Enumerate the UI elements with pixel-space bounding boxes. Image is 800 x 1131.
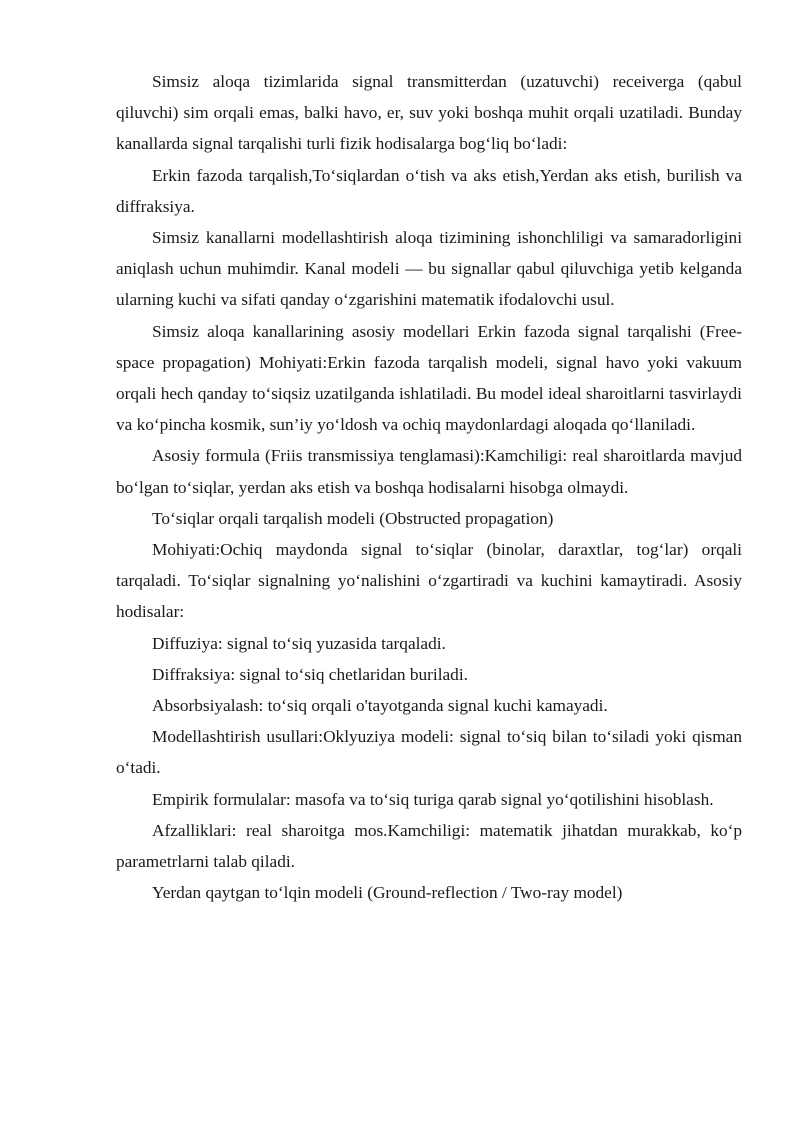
paragraph-intro: Simsiz aloqa tizimlarida signal transmitterdan (uzatuvchi) receiverga (qabul qiluvchi) sim orqali emas, balki havo, er, suv yoki boshqa muhit orqali uzatiladi. Bunday kanallarda signal tarqalishi turli fizik hodisalarga bog‘liq bo‘ladi:	[116, 72, 742, 154]
paragraph-friis: Asosiy formula (Friis transmissiya tenglamasi):Kamchiligi: real sharoitlarda mavjud bo‘lgan to‘siqlar, yerdan aks etish va boshqa hodisalarni hisobga olmaydi.	[116, 446, 742, 497]
paragraph-absorption: Absorbsiyalash: to‘siq orqali o'tayotganda signal kuchi kamayadi.	[152, 696, 608, 716]
paragraph-advantages: Afzalliklari: real sharoitga mos.Kamchiligi: matematik jihatdan murakkab, ko‘p parametrlarni talab qiladi.	[116, 820, 742, 872]
paragraph-methods: Modellashtirish usullari:Oklyuziya modeli: signal to‘siq bilan to‘siladi yoki qisman o‘tadi.	[116, 727, 742, 778]
paragraph-modelling: Simsiz kanallarni modellashtirish aloqa tizimining ishonchliligi va samaradorligini aniqlash uchun muhimdir. Kanal modeli — bu signallar qabul qiluvchiga yetib kelganda ularning kuchi va sifati qanday o‘zgarishini matematik ifodalovchi usul.	[116, 228, 742, 310]
paragraph-free-space: Simsiz aloqa kanallarining asosiy modellari Erkin fazoda signal tarqalishi (Free-space propagation) Mohiyati:Erkin fazoda tarqalish modeli, signal havo yoki vakuum orqali hech qanday to‘siqsiz uzatilganda ishlatiladi. Bu model ideal sharoitlarni tasvirlaydi va ko‘pincha kosmik, sun’iy yo‘ldosh va ochiq maydonlardagi aloqada qo‘llaniladi.	[116, 321, 742, 435]
paragraph-diffraction: Diffraksiya: signal to‘siq chetlaridan buriladi.	[152, 664, 468, 684]
paragraph-empirical: Empirik formulalar: masofa va to‘siq turiga qarab signal yo‘qotilishini hisoblash.	[152, 789, 714, 809]
paragraph-diffusion: Diffuziya: signal to‘siq yuzasida tarqaladi.	[152, 633, 446, 653]
document-page	[116, 66, 742, 908]
paragraph-phenomena: Erkin fazoda tarqalish,To‘siqlardan o‘tish va aks etish,Yerdan aks etish, burilish va diffraksiya.	[116, 165, 742, 216]
paragraph-obstructed-heading: To‘siqlar orqali tarqalish modeli (Obstructed propagation)	[152, 508, 554, 528]
paragraph-obstructed-essence: Mohiyati:Ochiq maydonda signal to‘siqlar (binolar, daraxtlar, tog‘lar) orqali tarqaladi. To‘siqlar signalning yo‘nalishini o‘zgartiradi va kuchini kamaytiradi. Asosiy hodisalar:	[116, 540, 742, 622]
paragraph-two-ray-heading: Yerdan qaytgan to‘lqin modeli (Ground-reflection / Two-ray model)	[152, 883, 623, 903]
